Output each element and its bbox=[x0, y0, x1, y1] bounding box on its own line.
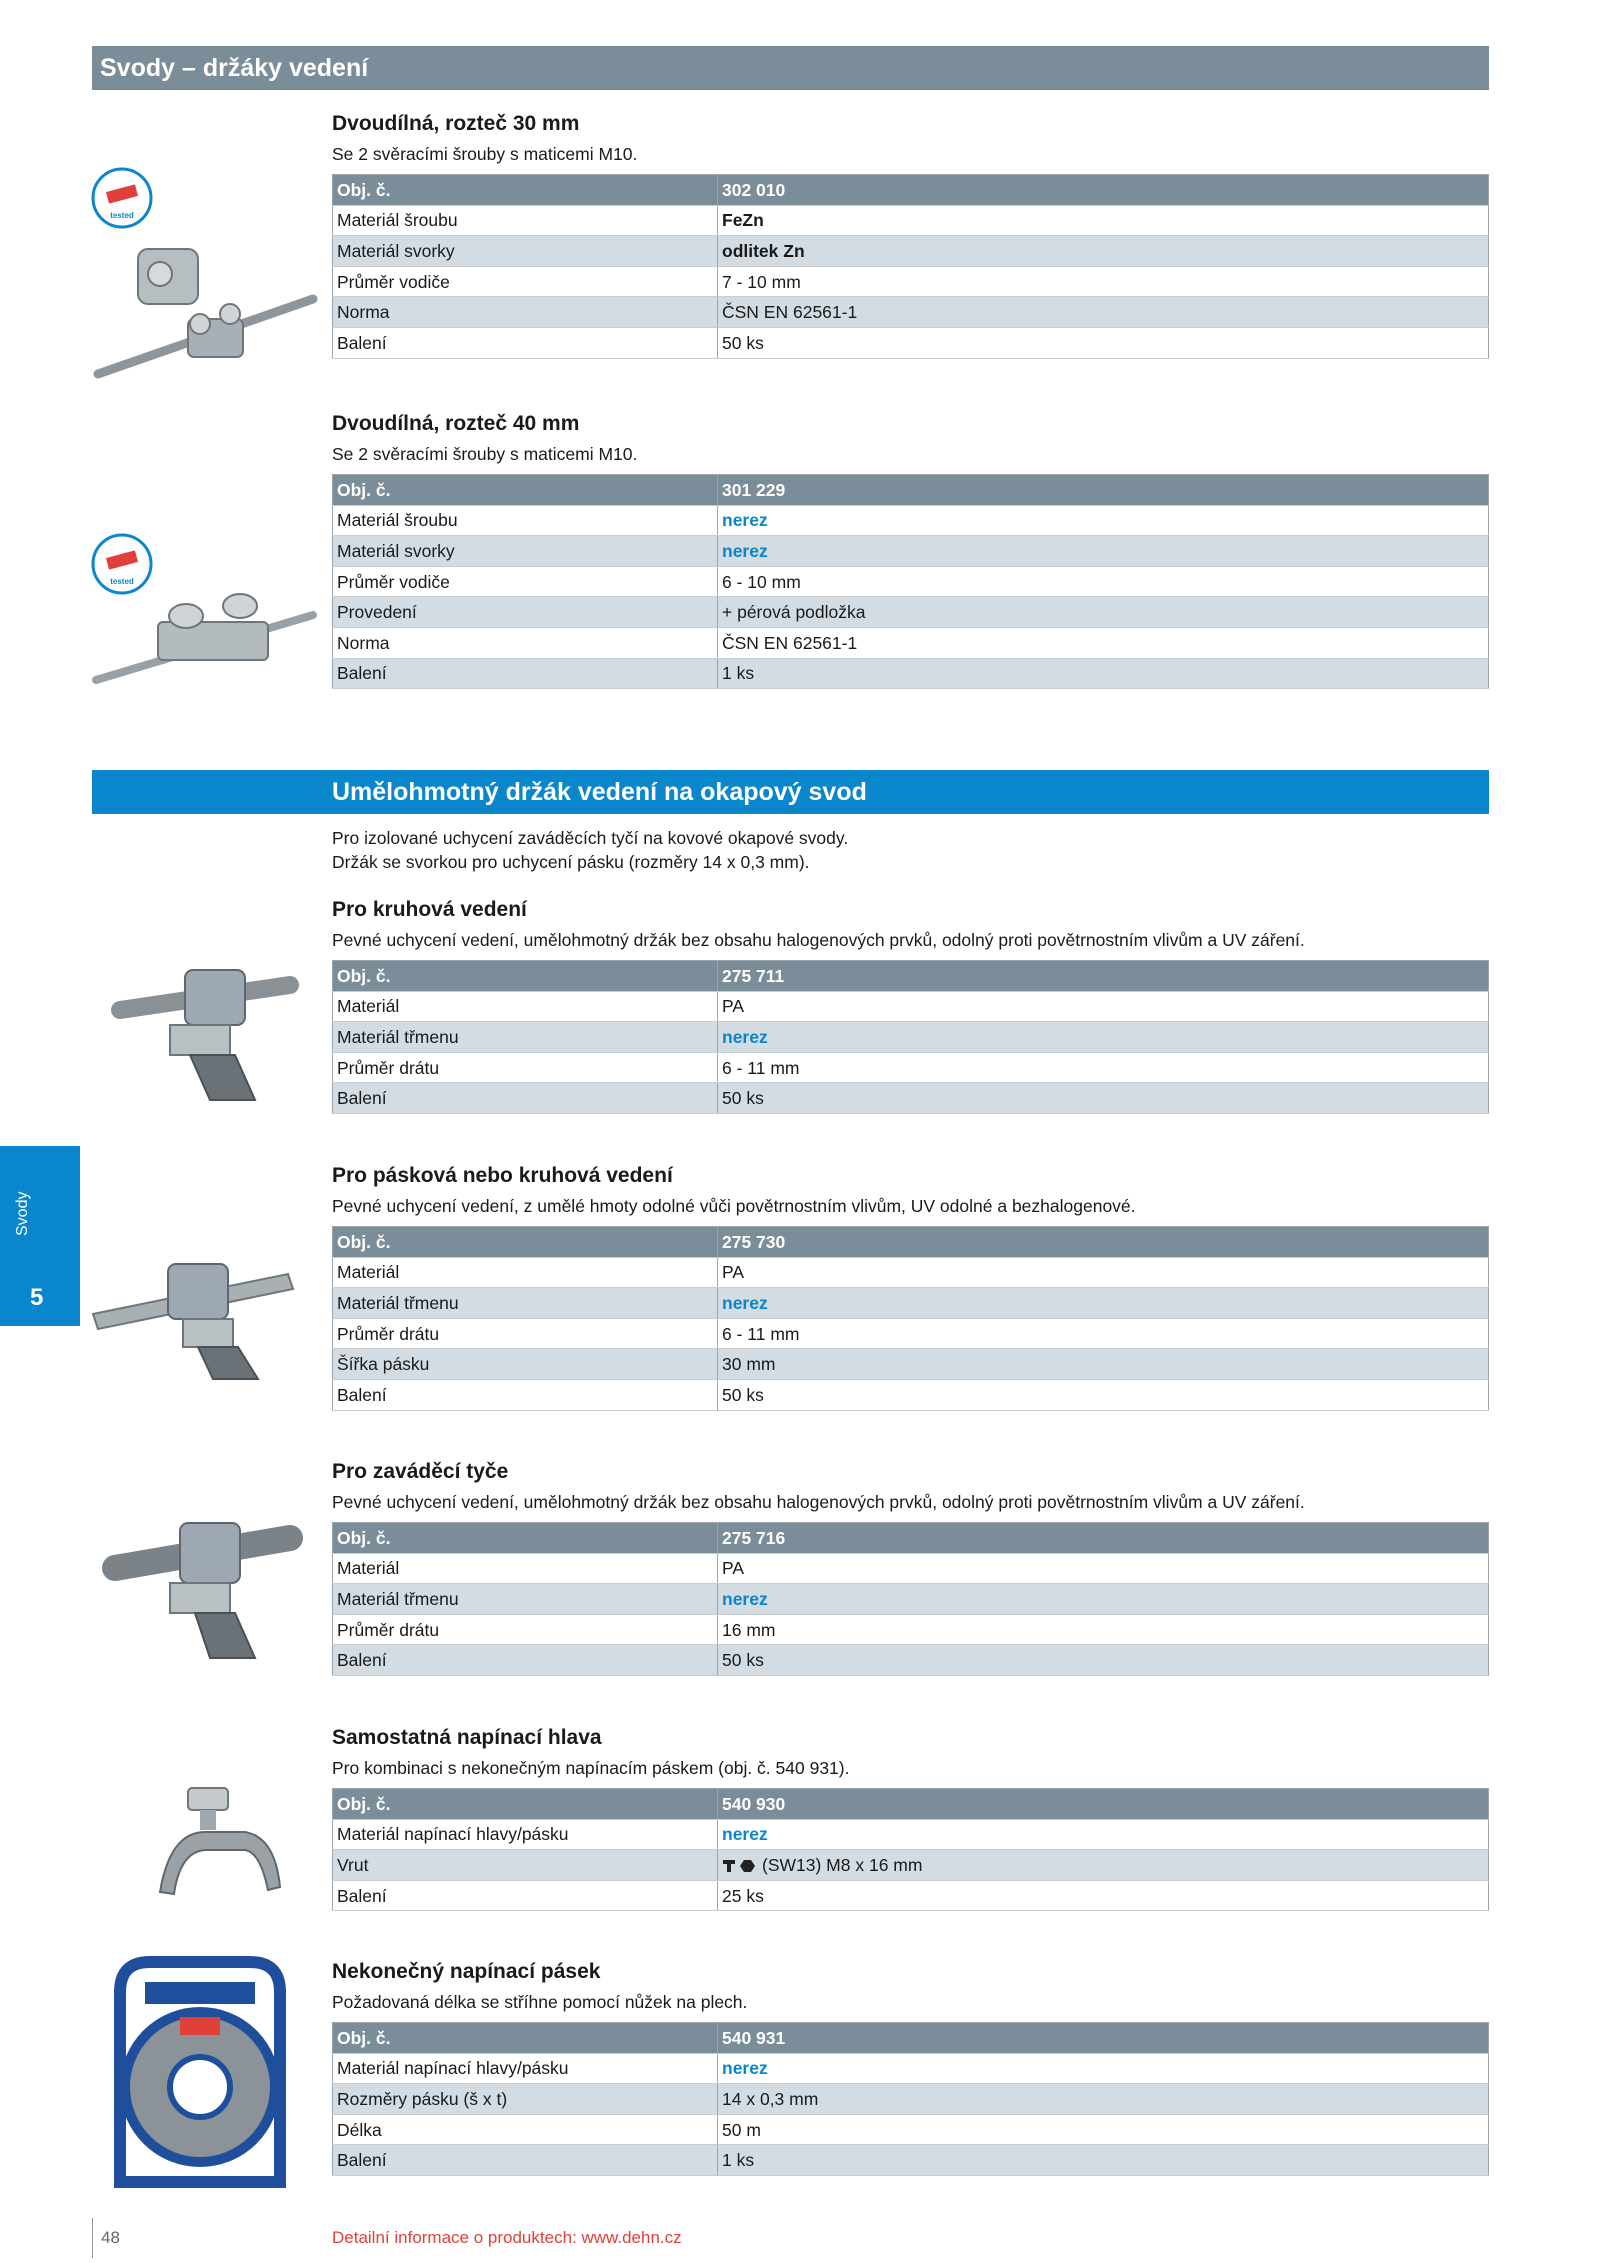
product-description: Se 2 svěracími šrouby s maticemi M10. bbox=[332, 444, 638, 464]
table-header-row bbox=[333, 475, 1489, 506]
spec-value: 6 - 11 mm bbox=[718, 1052, 1489, 1083]
spec-label: Materiál bbox=[333, 991, 718, 1022]
table-row bbox=[333, 2114, 1489, 2145]
spec-label: Materiál svorky bbox=[333, 236, 718, 267]
spec-label: Balení bbox=[333, 1083, 718, 1114]
spec-label: Průměr drátu bbox=[333, 1052, 718, 1083]
product-description: Pevné uchycení vedení, umělohmotný držák bez obsahu halogenových prvků, odolný proti povětrnostním vlivům a UV záření. bbox=[332, 930, 1305, 950]
product-title: Dvoudílná, rozteč 30 mm bbox=[332, 112, 580, 135]
order-number: 540 931 bbox=[718, 2023, 1489, 2054]
spec-label: Balení bbox=[333, 2145, 718, 2176]
spec-label: Balení bbox=[333, 1645, 718, 1676]
table-row bbox=[333, 597, 1489, 628]
spec-value: odlitek Zn bbox=[718, 236, 1489, 267]
table-row bbox=[333, 2145, 1489, 2176]
spec-label: Vrut bbox=[333, 1850, 718, 1881]
product-title: Nekonečný napínací pásek bbox=[332, 1960, 601, 1983]
product-block bbox=[332, 410, 1489, 689]
spec-label: Norma bbox=[333, 297, 718, 328]
table-header-row bbox=[333, 961, 1489, 992]
spec-value: 6 - 11 mm bbox=[718, 1318, 1489, 1349]
product-block bbox=[332, 896, 1489, 1114]
spec-value: 50 ks bbox=[718, 1379, 1489, 1410]
spec-label: Rozměry pásku (š x t) bbox=[333, 2084, 718, 2115]
table-row bbox=[333, 2084, 1489, 2115]
product-title: Pro kruhová vedení bbox=[332, 898, 527, 921]
holder-strip-image bbox=[88, 1234, 308, 1384]
table-row bbox=[333, 1645, 1489, 1676]
clamp-40mm-image bbox=[88, 570, 324, 690]
spec-value: nerez bbox=[718, 1022, 1489, 1053]
spec-label: Materiál třmenu bbox=[333, 1022, 718, 1053]
product-title: Dvoudílná, rozteč 40 mm bbox=[332, 412, 580, 435]
product-block bbox=[332, 1724, 1489, 1911]
spec-label: Balení bbox=[333, 1880, 718, 1911]
table-row bbox=[333, 266, 1489, 297]
product-title: Samostatná napínací hlava bbox=[332, 1726, 602, 1749]
spec-value: 1 ks bbox=[718, 658, 1489, 689]
section-header-bar bbox=[92, 770, 1489, 814]
table-row bbox=[333, 1850, 1489, 1881]
spec-value: 50 m bbox=[718, 2114, 1489, 2145]
table-row bbox=[333, 536, 1489, 567]
spec-value: 50 ks bbox=[718, 1645, 1489, 1676]
spec-label: Obj. č. bbox=[333, 475, 718, 506]
table-row bbox=[333, 1819, 1489, 1850]
table-row bbox=[333, 505, 1489, 536]
spec-value: + pérová podložka bbox=[718, 597, 1489, 628]
section-intro bbox=[332, 826, 1489, 874]
table-header-row bbox=[333, 2023, 1489, 2054]
order-number: 275 711 bbox=[718, 961, 1489, 992]
spec-value bbox=[718, 1850, 1489, 1881]
spec-value: nerez bbox=[718, 536, 1489, 567]
tested-badge-icon bbox=[90, 166, 154, 230]
spec-label: Průměr vodiče bbox=[333, 266, 718, 297]
spec-label: Materiál šroubu bbox=[333, 505, 718, 536]
table-header-row bbox=[333, 1523, 1489, 1554]
product-table bbox=[332, 1788, 1489, 1911]
section-title: Umělohmotný držák vedení na okapový svod bbox=[332, 778, 867, 806]
spec-label: Materiál šroubu bbox=[333, 205, 718, 236]
table-row bbox=[333, 1584, 1489, 1615]
tested-badge-label: tested bbox=[110, 211, 134, 220]
product-description: Pevné uchycení vedení, z umělé hmoty odolné vůči povětrnostním vlivům, UV odolné a bezhalogenové. bbox=[332, 1196, 1136, 1216]
page-header-bar bbox=[92, 46, 1489, 90]
table-row bbox=[333, 1379, 1489, 1410]
spec-value: 6 - 10 mm bbox=[718, 566, 1489, 597]
product-table bbox=[332, 2022, 1489, 2176]
spec-value: nerez bbox=[718, 1819, 1489, 1850]
order-number: 275 730 bbox=[718, 1227, 1489, 1258]
spec-label: Materiál napínací hlavy/pásku bbox=[333, 1819, 718, 1850]
spec-label: Obj. č. bbox=[333, 1227, 718, 1258]
table-row bbox=[333, 1083, 1489, 1114]
holder-round-image bbox=[110, 960, 310, 1110]
table-row bbox=[333, 566, 1489, 597]
table-row bbox=[333, 627, 1489, 658]
spec-value: 1 ks bbox=[718, 2145, 1489, 2176]
spec-value: nerez bbox=[718, 505, 1489, 536]
tension-band-dispenser-image bbox=[100, 1952, 300, 2190]
table-row bbox=[333, 658, 1489, 689]
table-row bbox=[333, 236, 1489, 267]
spec-label: Materiál napínací hlavy/pásku bbox=[333, 2053, 718, 2084]
spec-label: Průměr drátu bbox=[333, 1614, 718, 1645]
spec-value: PA bbox=[718, 991, 1489, 1022]
product-table bbox=[332, 174, 1489, 359]
footer-link[interactable]: Detailní informace o produktech: www.dehn.cz bbox=[332, 2228, 682, 2247]
spec-label: Norma bbox=[333, 627, 718, 658]
table-header-row bbox=[333, 1789, 1489, 1820]
order-number: 301 229 bbox=[718, 475, 1489, 506]
product-description: Pevné uchycení vedení, umělohmotný držák bez obsahu halogenových prvků, odolný proti povětrnostním vlivům a UV záření. bbox=[332, 1492, 1305, 1512]
product-table bbox=[332, 1522, 1489, 1676]
spec-label: Délka bbox=[333, 2114, 718, 2145]
product-table bbox=[332, 1226, 1489, 1411]
spec-label: Průměr vodiče bbox=[333, 566, 718, 597]
spec-label: Balení bbox=[333, 1379, 718, 1410]
clamp-30mm-image bbox=[88, 244, 324, 384]
product-description: Pro kombinaci s nekonečným napínacím páskem (obj. č. 540 931). bbox=[332, 1758, 850, 1778]
product-title: Pro pásková nebo kruhová vedení bbox=[332, 1164, 673, 1187]
spec-value: PA bbox=[718, 1553, 1489, 1584]
spec-label: Obj. č. bbox=[333, 175, 718, 206]
table-row bbox=[333, 1288, 1489, 1319]
spec-value: 30 mm bbox=[718, 1349, 1489, 1380]
product-description: Požadovaná délka se stříhne pomocí nůžek na plech. bbox=[332, 1992, 748, 2012]
spec-label: Materiál bbox=[333, 1553, 718, 1584]
product-table bbox=[332, 474, 1489, 689]
spec-label: Materiál svorky bbox=[333, 536, 718, 567]
table-row bbox=[333, 1614, 1489, 1645]
spec-label: Obj. č. bbox=[333, 1789, 718, 1820]
spec-value: nerez bbox=[718, 1288, 1489, 1319]
spec-label: Balení bbox=[333, 327, 718, 358]
product-table bbox=[332, 960, 1489, 1114]
spec-value: ČSN EN 62561-1 bbox=[718, 297, 1489, 328]
spec-value: 25 ks bbox=[718, 1880, 1489, 1911]
product-description: Se 2 svěracími šrouby s maticemi M10. bbox=[332, 144, 638, 164]
table-row bbox=[333, 1349, 1489, 1380]
order-number: 540 930 bbox=[718, 1789, 1489, 1820]
spec-label: Obj. č. bbox=[333, 2023, 718, 2054]
table-row bbox=[333, 1052, 1489, 1083]
table-header-row bbox=[333, 175, 1489, 206]
table-row bbox=[333, 1257, 1489, 1288]
spec-label: Balení bbox=[333, 658, 718, 689]
spec-value-text: (SW13) M8 x 16 mm bbox=[762, 1854, 923, 1875]
spec-label: Materiál třmenu bbox=[333, 1288, 718, 1319]
section-intro-line-2: Držák se svorkou pro uchycení pásku (rozměry 14 x 0,3 mm). bbox=[332, 852, 810, 872]
table-row bbox=[333, 1318, 1489, 1349]
section-intro-line-1: Pro izolované uchycení zaváděcích tyčí na kovové okapové svody. bbox=[332, 828, 849, 848]
table-row bbox=[333, 1553, 1489, 1584]
spec-label: Provedení bbox=[333, 597, 718, 628]
table-row bbox=[333, 327, 1489, 358]
chapter-tab-label: Svody bbox=[14, 1191, 31, 1236]
spec-value: nerez bbox=[718, 2053, 1489, 2084]
spec-value: PA bbox=[718, 1257, 1489, 1288]
spec-value: 50 ks bbox=[718, 327, 1489, 358]
spec-value: 14 x 0,3 mm bbox=[718, 2084, 1489, 2115]
order-number: 302 010 bbox=[718, 175, 1489, 206]
tension-head-image bbox=[150, 1782, 300, 1902]
product-block bbox=[332, 110, 1489, 359]
table-row bbox=[333, 1880, 1489, 1911]
table-row bbox=[333, 205, 1489, 236]
spec-label: Materiál bbox=[333, 1257, 718, 1288]
product-title: Pro zaváděcí tyče bbox=[332, 1460, 509, 1483]
product-block bbox=[332, 1458, 1489, 1676]
spec-label: Obj. č. bbox=[333, 961, 718, 992]
spec-label: Průměr drátu bbox=[333, 1318, 718, 1349]
spec-value: 16 mm bbox=[718, 1614, 1489, 1645]
table-header-row bbox=[333, 1227, 1489, 1258]
product-block bbox=[332, 1958, 1489, 2176]
chapter-tab bbox=[0, 1146, 80, 1326]
chapter-tab-number: 5 bbox=[30, 1284, 44, 1311]
table-row bbox=[333, 297, 1489, 328]
table-row bbox=[333, 1022, 1489, 1053]
spec-value: nerez bbox=[718, 1584, 1489, 1615]
table-row bbox=[333, 2053, 1489, 2084]
page-title: Svody – držáky vedení bbox=[100, 54, 369, 82]
table-row bbox=[333, 991, 1489, 1022]
spec-value: 50 ks bbox=[718, 1083, 1489, 1114]
product-block bbox=[332, 1162, 1489, 1411]
holder-rod-image bbox=[100, 1508, 310, 1668]
tested-badge-label: tested bbox=[110, 577, 134, 586]
screw-head-icon bbox=[722, 1858, 756, 1874]
page-number: 48 bbox=[92, 2218, 152, 2258]
order-number: 275 716 bbox=[718, 1523, 1489, 1554]
spec-value: 7 - 10 mm bbox=[718, 266, 1489, 297]
spec-value: ČSN EN 62561-1 bbox=[718, 627, 1489, 658]
spec-label: Šířka pásku bbox=[333, 1349, 718, 1380]
spec-label: Obj. č. bbox=[333, 1523, 718, 1554]
spec-label: Materiál třmenu bbox=[333, 1584, 718, 1615]
spec-value: FeZn bbox=[718, 205, 1489, 236]
